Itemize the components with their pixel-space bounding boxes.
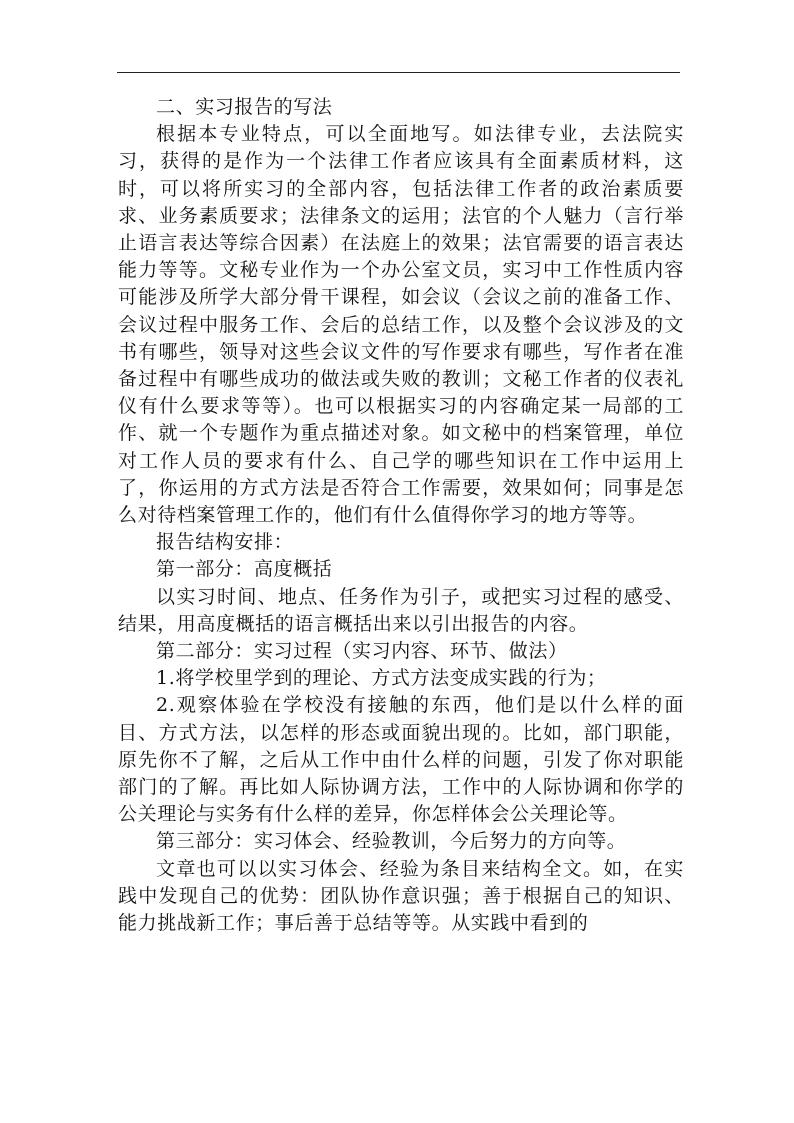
list-item: 1.将学校里学到的理论、方式方法变成实践的行为； [156,667,607,690]
part-one-heading: 第一部分：高度概括 [156,558,333,581]
closing-paragraph: 文章也可以以实习体会、经验为条目来结构全文。如，在实践中发现自己的优势：团队协作意识强；善于根据自己的知识、能力挑战新工作；事后善于总结等等。从实践中看到的 [118,857,684,935]
section-heading: 二、实习报告的写法 [156,96,333,118]
part-one-paragraph: 以实习时间、地点、任务作为引子，或把实习过程的感受、结果，用高度概括的语言概括出来以引出报告的内容。 [118,585,684,635]
part-two-heading: 第二部分：实习过程（实习内容、环节、做法） [156,640,568,663]
structure-heading: 报告结构安排： [156,531,294,554]
body-paragraph: 根据本专业特点，可以全面地写。如法律专业，去法院实习，获得的是作为一个法律工作者应该具有全面素质材料，这时，可以将所实习的全部内容，包括法律工作者的政治素质要求、业务素质要求；法律条文的运用；法官的个人魅力（言行举止语言表达等综合因素）在法庭上的效果；法官需要的语言表达能力等等。文秘专业作为一个办公室文员，实习中工作性质内容可能涉及所学大部分骨干课程，如会议（会议之前的准备工作、会议过程中服务工作、会后的总结工作，以及整个会议涉及的文书有哪些，领导对这些会议文件的写作要求有哪些，写作者在准备过程中有哪些成功的做法或失败的教训；文秘工作者的仪表礼仪有什么要求等等）。也可以根据实习的内容确定某一局部的工作、就一个专题作为重点描述对象。如文秘中的档案管理，单位对工作人员的要求有什么、自己学的哪些知识在工作中运用上了，你运用的方式方法是否符合工作需要，效果如何；同事是怎么对待档案管理工作的，他们有什么值得你学习的地方等等。 [118,123,684,527]
part-three-heading: 第三部分：实习体会、经验教训，今后努力的方向等。 [156,830,627,853]
header-rule [117,72,680,73]
document-body [118,94,684,937]
list-item: 2.观察体验在学校没有接触的东西，他们是以什么样的面目、方式方法，以怎样的形态或面貌出现的。比如，部门职能，原先你不了解，之后从工作中由什么样的问题，引发了你对职能部门的了解。再比如人际协调方法，工作中的人际协调和你学的公关理论与实务有什么样的差异，你怎样体会公关理论等。 [118,694,684,826]
